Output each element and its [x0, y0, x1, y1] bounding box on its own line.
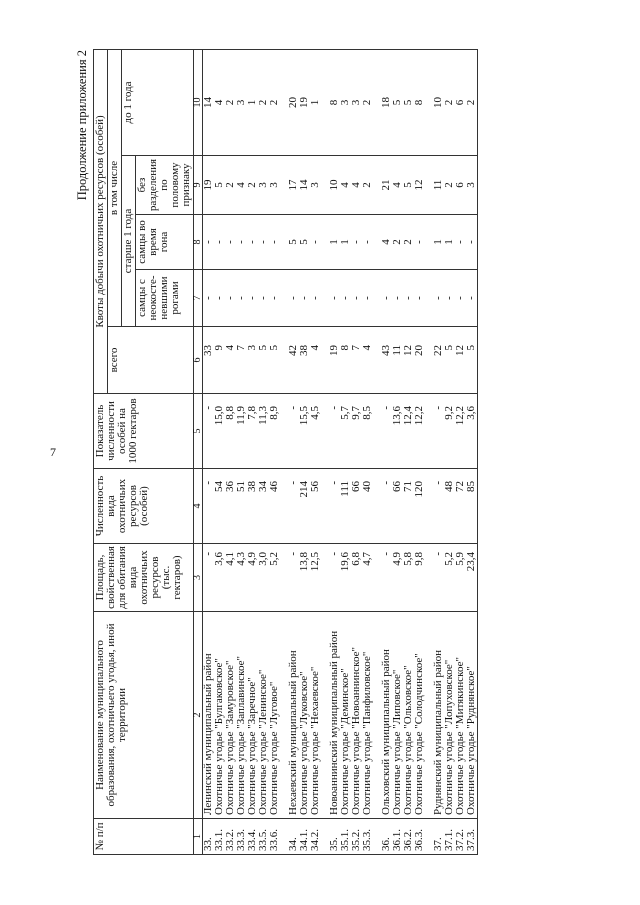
cell-c3: 4,3 — [236, 544, 247, 612]
cell-c5: - — [433, 394, 444, 469]
cell-name: Охотничье угодье "Новоаннинское" — [351, 612, 362, 819]
cell-c10: 8 — [414, 49, 425, 155]
cell-c8: - — [225, 215, 236, 270]
cell-c9: 21 — [381, 156, 392, 215]
gap-cell — [425, 327, 433, 394]
cell-c8: - — [203, 215, 215, 270]
cell-c3: 12,5 — [310, 544, 321, 612]
cell-c9: 2 — [444, 156, 455, 215]
cell-c5: - — [381, 394, 392, 469]
cell-c8: 1 — [444, 215, 455, 270]
cell-c4: 54 — [214, 469, 225, 544]
cell-c6: 4 — [225, 327, 236, 394]
idx-4: 4 — [194, 469, 203, 544]
cell-n: 34.2. — [310, 819, 321, 855]
gap-cell — [280, 327, 288, 394]
cell-c8: - — [236, 215, 247, 270]
cell-c5: 13,6 — [392, 394, 403, 469]
cell-c10: 5 — [403, 49, 414, 155]
cell-n: 33.2. — [225, 819, 236, 855]
cell-c3: 4,7 — [362, 544, 373, 612]
table-row — [466, 49, 478, 854]
cell-c4: 51 — [236, 469, 247, 544]
cell-name: Ленинский муниципальный район — [203, 612, 215, 819]
cell-c3: 19,6 — [340, 544, 351, 612]
cell-c4: 36 — [225, 469, 236, 544]
continuation-title: Продолжение приложения 2 — [75, 50, 89, 201]
cell-n: 34.1. — [299, 819, 310, 855]
cell-c9: 5 — [403, 156, 414, 215]
cell-n: 36.1. — [392, 819, 403, 855]
cell-c4: 34 — [258, 469, 269, 544]
idx-10: 10 — [194, 49, 203, 155]
cell-c5: 8,9 — [269, 394, 280, 469]
cell-c10: 6 — [455, 49, 466, 155]
cell-c6: 8 — [340, 327, 351, 394]
cell-c3: - — [288, 544, 299, 612]
cell-c6: 4 — [310, 327, 321, 394]
cell-c3: - — [203, 544, 215, 612]
cell-c5: 11,9 — [236, 394, 247, 469]
cell-c3: 23,4 — [466, 544, 478, 612]
cell-c7: - — [269, 270, 280, 327]
cell-c9: 2 — [247, 156, 258, 215]
cell-c9: 5 — [214, 156, 225, 215]
cell-c7: - — [403, 270, 414, 327]
cell-n: 37.2. — [455, 819, 466, 855]
cell-c8: 1 — [433, 215, 444, 270]
cell-name: Ольховский муниципальный район — [381, 612, 392, 819]
cell-n: 33.4. — [247, 819, 258, 855]
cell-c3: - — [329, 544, 340, 612]
cell-name: Охотничье угодье "Липовское" — [392, 612, 403, 819]
cell-c7: - — [444, 270, 455, 327]
cell-c6: 5 — [444, 327, 455, 394]
cell-c9: 3 — [310, 156, 321, 215]
cell-name: Охотничье угодье "Луговое" — [269, 612, 280, 819]
cell-n: 37.3. — [466, 819, 478, 855]
cell-name: Охотничье угодье "Ольховское" — [403, 612, 414, 819]
cell-c7: - — [310, 270, 321, 327]
cell-c3: 5,2 — [444, 544, 455, 612]
cell-c4: 66 — [392, 469, 403, 544]
gap-cell — [425, 469, 433, 544]
idx-3: 3 — [194, 544, 203, 612]
cell-c7: - — [225, 270, 236, 327]
cell-c7: - — [392, 270, 403, 327]
cell-c6: 4 — [362, 327, 373, 394]
gap-cell — [321, 469, 329, 544]
gap-cell — [280, 469, 288, 544]
cell-c5: 12,4 — [403, 394, 414, 469]
cell-c10: 1 — [247, 49, 258, 155]
cell-c5: 12,2 — [414, 394, 425, 469]
cell-c3: 4,9 — [247, 544, 258, 612]
cell-c6: 7 — [351, 327, 362, 394]
idx-6: 6 — [194, 327, 203, 394]
gap-cell — [373, 327, 381, 394]
cell-c7: - — [362, 270, 373, 327]
cell-name: Охотничье угодье "Булгаковское" — [214, 612, 225, 819]
cell-c7: - — [351, 270, 362, 327]
gap-cell — [373, 469, 381, 544]
cell-c6: 19 — [329, 327, 340, 394]
cell-name: Новоаннинский муниципальный район — [329, 612, 340, 819]
cell-c8: 5 — [299, 215, 310, 270]
cell-c6: 20 — [414, 327, 425, 394]
cell-c8: - — [258, 215, 269, 270]
cell-name: Охотничье угодье "Митякинское" — [455, 612, 466, 819]
cell-c10: 2 — [444, 49, 455, 155]
cell-c4: - — [288, 469, 299, 544]
cell-c6: 43 — [381, 327, 392, 394]
cell-c6: 7 — [236, 327, 247, 394]
cell-c8: - — [247, 215, 258, 270]
cell-c3: 4,1 — [225, 544, 236, 612]
cell-c10: 14 — [203, 49, 215, 155]
cell-c10: 19 — [299, 49, 310, 155]
cell-n: 33.1. — [214, 819, 225, 855]
cell-c5: - — [288, 394, 299, 469]
cell-c8: - — [310, 215, 321, 270]
cell-c6: 5 — [466, 327, 478, 394]
cell-c3: 3,6 — [214, 544, 225, 612]
cell-name: Охотничье угодье "Нехаевское" — [310, 612, 321, 819]
cell-name: Охотничье угодье "Деминское" — [340, 612, 351, 819]
cell-c9: 4 — [351, 156, 362, 215]
header-males-antlers: самцы с неокосте-невшими рогами — [136, 270, 194, 327]
cell-n: 35.3. — [362, 819, 373, 855]
cell-c6: 38 — [299, 327, 310, 394]
cell-c10: 4 — [214, 49, 225, 155]
page-number: 7 — [50, 445, 56, 459]
cell-c7: - — [381, 270, 392, 327]
gap-cell — [425, 394, 433, 469]
cell-c4: - — [433, 469, 444, 544]
cell-c4: 120 — [414, 469, 425, 544]
cell-c5: 9,7 — [351, 394, 362, 469]
cell-c3: 6,8 — [351, 544, 362, 612]
header-older: старше 1 года — [122, 156, 136, 327]
cell-c3: 13,8 — [299, 544, 310, 612]
cell-c10: 20 — [288, 49, 299, 155]
cell-name: Охотничье угодье "Лопуховское" — [444, 612, 455, 819]
cell-c8: 5 — [288, 215, 299, 270]
cell-c4: - — [203, 469, 215, 544]
cell-c9: 2 — [225, 156, 236, 215]
cell-c4: 71 — [403, 469, 414, 544]
cell-c9: 17 — [288, 156, 299, 215]
cell-c7: - — [258, 270, 269, 327]
cell-c5: 8,8 — [225, 394, 236, 469]
cell-name: Охотничье угодье "Руднянское" — [466, 612, 478, 819]
cell-c8: - — [466, 215, 478, 270]
cell-name: Охотничье угодье "Ленинское" — [258, 612, 269, 819]
gap-cell — [373, 394, 381, 469]
header-total: всего — [108, 327, 194, 394]
cell-c8: 2 — [392, 215, 403, 270]
cell-c7: - — [455, 270, 466, 327]
cell-c4: 72 — [455, 469, 466, 544]
header-area: Площадь, свойственная для обитания вида охотничьих ресурсов (тыс. гектаров) — [94, 544, 194, 612]
header-under1: до 1 года — [122, 49, 194, 155]
cell-c6: 12 — [455, 327, 466, 394]
cell-n: 35. — [329, 819, 340, 855]
cell-c8: - — [351, 215, 362, 270]
cell-c9: 2 — [362, 156, 373, 215]
cell-c3: - — [433, 544, 444, 612]
cell-c4: 111 — [340, 469, 351, 544]
cell-c8: 1 — [329, 215, 340, 270]
cell-n: 33. — [203, 819, 215, 855]
cell-name: Охотничье угодье "Заплавинское" — [236, 612, 247, 819]
cell-name: Охотничье угодье "Замуровское" — [225, 612, 236, 819]
cell-name: Охотничье угодье "Луковское" — [299, 612, 310, 819]
cell-n: 35.2. — [351, 819, 362, 855]
cell-c5: 8,5 — [362, 394, 373, 469]
cell-c5: 15,5 — [299, 394, 310, 469]
cell-c8: 2 — [403, 215, 414, 270]
cell-c10: 10 — [433, 49, 444, 155]
idx-2: 2 — [194, 612, 203, 819]
cell-c7: - — [466, 270, 478, 327]
quota-table — [93, 49, 478, 855]
cell-c8: - — [269, 215, 280, 270]
table-row — [414, 49, 425, 854]
cell-c4: 38 — [247, 469, 258, 544]
cell-n: 36.3. — [414, 819, 425, 855]
cell-c9: 10 — [329, 156, 340, 215]
cell-c10: 2 — [225, 49, 236, 155]
table-row — [269, 49, 280, 854]
table-row — [310, 49, 321, 854]
cell-c4: 56 — [310, 469, 321, 544]
cell-c10: 2 — [362, 49, 373, 155]
cell-c6: 5 — [269, 327, 280, 394]
cell-c4: 66 — [351, 469, 362, 544]
cell-c3: 5,9 — [455, 544, 466, 612]
cell-c6: 12 — [403, 327, 414, 394]
header-name: Наименование муниципального образования, охотничьего угодья, иной территории — [94, 612, 194, 819]
cell-c9: 14 — [299, 156, 310, 215]
cell-c8: 1 — [340, 215, 351, 270]
cell-c10: 2 — [258, 49, 269, 155]
cell-c9: 12 — [414, 156, 425, 215]
idx-9: 9 — [194, 156, 203, 215]
cell-c5: 9,2 — [444, 394, 455, 469]
cell-c7: - — [329, 270, 340, 327]
table-row — [362, 49, 373, 854]
cell-name: Охотничье угодье "Солодчинское" — [414, 612, 425, 819]
cell-c5: 12,2 — [455, 394, 466, 469]
cell-n: 33.3. — [236, 819, 247, 855]
cell-n: 35.1. — [340, 819, 351, 855]
cell-c6: 11 — [392, 327, 403, 394]
header-count: Численность вида охотничьих ресурсов (особей) — [94, 469, 194, 544]
cell-name: Руднянский муниципальный район — [433, 612, 444, 819]
cell-c5: 4,5 — [310, 394, 321, 469]
cell-c5: - — [329, 394, 340, 469]
gap-cell — [280, 394, 288, 469]
cell-c4: 85 — [466, 469, 478, 544]
cell-c5: 3,6 — [466, 394, 478, 469]
cell-c5: 5,7 — [340, 394, 351, 469]
header-males-rut: самцы во время гона — [136, 215, 194, 270]
table-body — [203, 49, 478, 854]
cell-c10: 1 — [310, 49, 321, 155]
cell-c10: 3 — [236, 49, 247, 155]
idx-7: 7 — [194, 270, 203, 327]
cell-c4: - — [381, 469, 392, 544]
gap-cell — [321, 327, 329, 394]
cell-c5: - — [203, 394, 215, 469]
cell-c7: - — [433, 270, 444, 327]
cell-c7: - — [247, 270, 258, 327]
cell-c9: 19 — [203, 156, 215, 215]
cell-c7: - — [203, 270, 215, 327]
idx-8: 8 — [194, 215, 203, 270]
cell-c6: 5 — [258, 327, 269, 394]
cell-c4: 214 — [299, 469, 310, 544]
cell-c6: 22 — [433, 327, 444, 394]
cell-c9: 6 — [455, 156, 466, 215]
cell-c9: 4 — [340, 156, 351, 215]
idx-1: 1 — [194, 819, 203, 855]
cell-c3: 5,2 — [269, 544, 280, 612]
cell-c10: 8 — [329, 49, 340, 155]
cell-c3: - — [381, 544, 392, 612]
cell-c10: 3 — [351, 49, 362, 155]
cell-c4: - — [329, 469, 340, 544]
cell-c7: - — [288, 270, 299, 327]
cell-c9: 3 — [269, 156, 280, 215]
cell-c10: 18 — [381, 49, 392, 155]
header-num: № п/п — [94, 819, 194, 855]
cell-c4: 40 — [362, 469, 373, 544]
cell-name: Охотничье угодье "Заречное" — [247, 612, 258, 819]
cell-c8: - — [214, 215, 225, 270]
cell-c4: 48 — [444, 469, 455, 544]
cell-c7: - — [299, 270, 310, 327]
cell-c7: - — [340, 270, 351, 327]
cell-n: 33.5. — [258, 819, 269, 855]
cell-c9: 3 — [466, 156, 478, 215]
cell-c5: 15,0 — [214, 394, 225, 469]
cell-c6: 9 — [214, 327, 225, 394]
cell-n: 37. — [433, 819, 444, 855]
cell-n: 36.2. — [403, 819, 414, 855]
rotated-page — [75, 50, 595, 855]
header-quota: Квоты добычи охотничьих ресурсов (особей) — [94, 49, 108, 393]
idx-5: 5 — [194, 394, 203, 469]
header-density: Показатель численности особей на 1000 гектаров — [94, 394, 194, 469]
header-including: в том числе — [108, 49, 122, 326]
cell-c10: 2 — [466, 49, 478, 155]
cell-c8: 4 — [381, 215, 392, 270]
cell-name: Охотничье угодье "Панфиловское" — [362, 612, 373, 819]
cell-c9: 4 — [392, 156, 403, 215]
cell-c8: - — [414, 215, 425, 270]
cell-c8: - — [455, 215, 466, 270]
cell-c6: 42 — [288, 327, 299, 394]
gap-cell — [321, 394, 329, 469]
cell-n: 37.1. — [444, 819, 455, 855]
cell-c10: 2 — [269, 49, 280, 155]
cell-c10: 3 — [340, 49, 351, 155]
cell-c9: 4 — [236, 156, 247, 215]
cell-c3: 9,8 — [414, 544, 425, 612]
cell-c7: - — [236, 270, 247, 327]
cell-c5: 7,8 — [247, 394, 258, 469]
cell-n: 34. — [288, 819, 299, 855]
cell-c5: 11,3 — [258, 394, 269, 469]
cell-c3: 4,9 — [392, 544, 403, 612]
cell-name: Нехаевский муниципальный район — [288, 612, 299, 819]
cell-c6: 33 — [203, 327, 215, 394]
cell-n: 33.6. — [269, 819, 280, 855]
cell-c7: - — [214, 270, 225, 327]
cell-c3: 5,8 — [403, 544, 414, 612]
cell-c3: 3,0 — [258, 544, 269, 612]
cell-c9: 3 — [258, 156, 269, 215]
cell-n: 36. — [381, 819, 392, 855]
cell-c4: 46 — [269, 469, 280, 544]
cell-c6: 3 — [247, 327, 258, 394]
cell-c10: 5 — [392, 49, 403, 155]
cell-c8: - — [362, 215, 373, 270]
cell-c7: - — [414, 270, 425, 327]
header-no-sex: без разделения по половому признаку — [136, 156, 194, 215]
cell-c9: 11 — [433, 156, 444, 215]
